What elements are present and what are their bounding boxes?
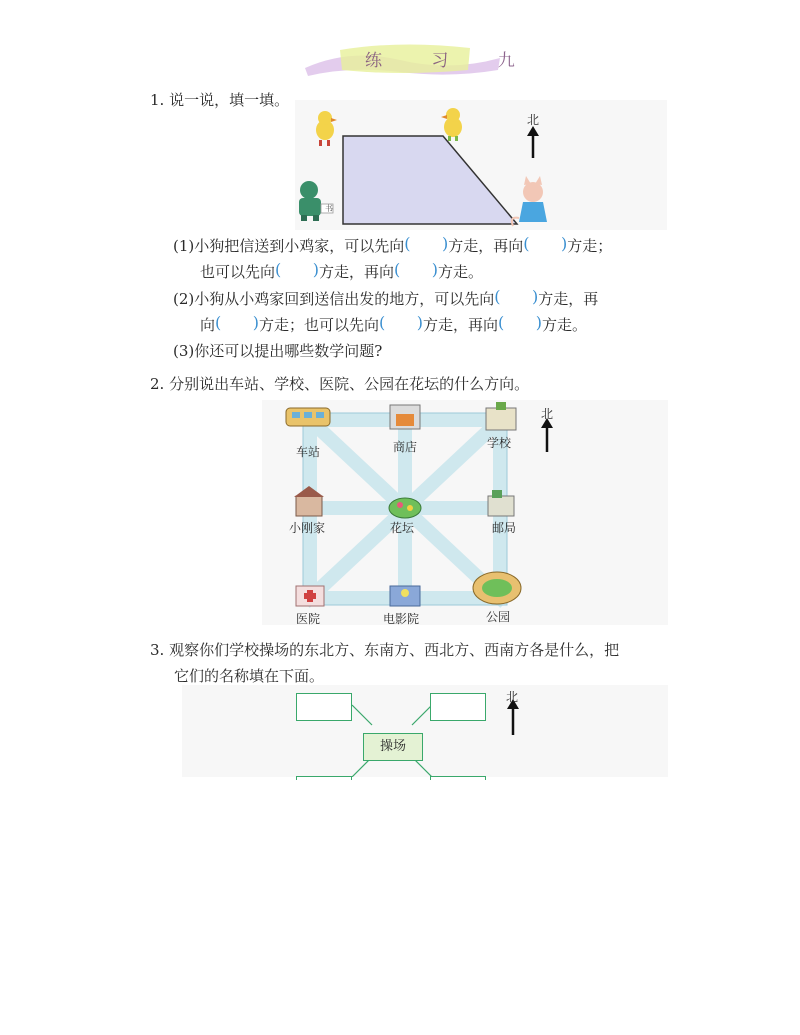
blank[interactable] — [498, 316, 542, 332]
blank[interactable] — [275, 263, 319, 279]
blank[interactable] — [404, 237, 448, 253]
playground-center-box: 操场 — [363, 733, 423, 761]
blank[interactable] — [494, 290, 538, 306]
q1-sentence-2a: (2)小狗从小鸡家回到送信出发的地方，可以先向( ) 方走，再 — [173, 289, 598, 309]
chick-right-icon — [441, 108, 462, 141]
label-home: 小刚家 — [289, 521, 326, 535]
section-title: 练 习 九 — [365, 51, 537, 71]
chick-left-icon — [316, 111, 337, 146]
label-shop: 商店 — [393, 440, 418, 454]
label-post: 邮局 — [492, 521, 517, 535]
q2-north-label: 北 — [541, 407, 554, 421]
q3-north-label: 北 — [506, 690, 519, 704]
park-icon — [473, 572, 521, 604]
label-garden: 花坛 — [390, 521, 415, 535]
label-station: 车站 — [296, 445, 321, 459]
q1-sentence-1a: (1)小狗把信送到小鸡家，可以先向( ) 方走，再向( ) 方走； — [173, 236, 612, 256]
label-hospital: 医院 — [296, 612, 321, 626]
school-icon — [486, 402, 516, 430]
station-icon — [286, 408, 330, 426]
q1-sentence-2b: 向( ) 方走；也可以先向( ) 方走，再向( ) 方走。 — [200, 315, 587, 335]
q3-figure — [182, 685, 668, 777]
q1-sentence-1b: 也可以先向( ) 方走，再向( ) 方走。 — [200, 262, 483, 282]
q3-title-line2: 它们的名称填在下面。 — [174, 667, 325, 685]
letter-note: 书 — [325, 204, 333, 213]
dog-icon — [299, 181, 333, 221]
label-cinema: 电影院 — [383, 612, 420, 626]
post-icon — [488, 490, 514, 516]
q1-sentence-3: (3)你还可以提出哪些数学问题? — [173, 342, 383, 360]
q3-title-line1: 3. 观察你们学校操场的东北方、东南方、西北方、西南方各是什么，把 — [150, 641, 620, 659]
blank[interactable] — [394, 263, 438, 279]
home-icon — [294, 486, 324, 516]
shop-icon — [390, 405, 420, 429]
q1-north-label: 北 — [527, 113, 540, 127]
label-park: 公园 — [486, 610, 511, 624]
cat-icon — [512, 176, 547, 226]
southwest-answer-box[interactable] — [296, 776, 352, 780]
northwest-answer-box[interactable] — [296, 693, 352, 721]
blank[interactable] — [215, 316, 259, 332]
cinema-icon — [390, 586, 420, 606]
q1-title: 1. 说一说，填一填。 — [150, 91, 290, 109]
q2-title: 2. 分别说出车站、学校、医院、公园在花坛的什么方向。 — [150, 375, 530, 393]
blank[interactable] — [379, 316, 423, 332]
southeast-answer-box[interactable] — [430, 776, 486, 780]
garden-icon — [389, 498, 421, 518]
trapezoid-route — [343, 136, 517, 224]
blank[interactable] — [523, 237, 567, 253]
label-school: 学校 — [487, 436, 512, 450]
northeast-answer-box[interactable] — [430, 693, 486, 721]
q1-figure — [295, 100, 667, 230]
hospital-icon — [296, 586, 324, 606]
q2-map — [262, 400, 668, 625]
